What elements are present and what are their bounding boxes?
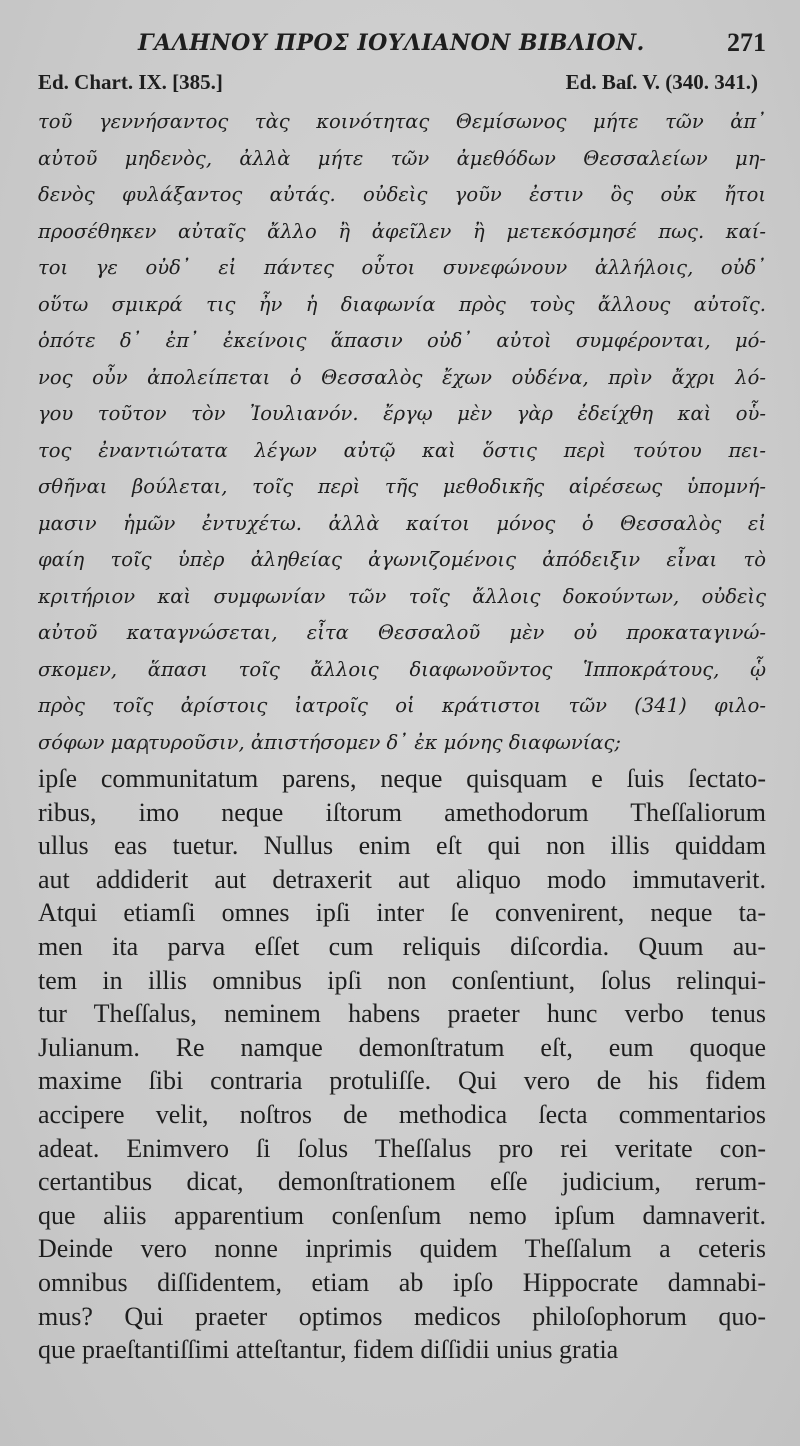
greek-line: τος ἐναντιώτατα λέγων αὐτῷ καὶ ὅστις περὶ τούτου πει- xyxy=(38,438,766,462)
latin-line: Deinde vero nonne inprimis quidem Theſſalum a ceteris xyxy=(38,1234,766,1264)
greek-line: τοῦ γεννήσαντος τὰς κοινότητας Θεμίσωνος μήτε τῶν ἀπ᾽ xyxy=(38,110,766,133)
latin-line: aut addiderit aut detraxerit aut aliquo modo immutaverit. xyxy=(38,864,766,894)
latin-line: que praeſtantiſſimi atteſtantur, fidem diſſidii unius gratia xyxy=(38,1335,619,1365)
section-divider-mark xyxy=(146,742,152,754)
greek-line: αὐτοῦ καταγνώσεται, εἶτα Θεσσαλοῦ μὲν οὐ προκαταγινώ- xyxy=(38,621,766,644)
running-title: ΓΑΛΗΝΟΥ ΠΡΟΣ ΙΟΥΛΙΑΝΟΝ ΒΙΒΛΙΟΝ. xyxy=(138,30,645,56)
edition-basel: Ed. Baſ. V. (340. 341.) xyxy=(565,70,758,94)
greek-line: οὕτω σμικρά τις ἦν ἡ διαφωνία πρὸς τοὺς ἄλλους αὐτοῖς. xyxy=(38,292,766,316)
greek-line: αὐτοῦ μηδενὸς, ἀλλὰ μήτε τῶν ἀμεθόδων Θεσσαλείων μη- xyxy=(38,146,766,170)
running-head xyxy=(38,28,766,64)
greek-line: σθῆναι βούλεται, τοῖς περὶ τῆς μεθοδικῆς αἱρέσεως ὑπομνή- xyxy=(38,475,766,498)
edition-references xyxy=(38,70,766,100)
latin-line: tem in illis omnibus ipſi non conſentiunt, ſolus relinqui- xyxy=(38,965,766,995)
greek-line: πρὸς τοῖς ἀρίστοις ἰατροῖς οἱ κράτιστοι τῶν (341) φιλο- xyxy=(38,694,766,717)
greek-line: δενὸς φυλάξαντος αὐτάς. οὐδεὶς γοῦν ἐστιν ὃς οὐκ ἤτοι xyxy=(38,183,766,206)
latin-line: men ita parva eſſet cum reliquis diſcordia. Quum au- xyxy=(38,931,766,961)
latin-line: ribus, imo neque iſtorum amethodorum Theſſaliorum xyxy=(38,797,766,827)
latin-line: certantibus dicat, demonſtrationem eſſe judicium, rerum- xyxy=(38,1167,766,1197)
greek-line: νος οὖν ἀπολείπεται ὁ Θεσσαλὸς ἔχων οὐδένα, πρὶν ἄχρι λό- xyxy=(38,365,766,389)
greek-text-block xyxy=(38,104,766,761)
latin-line: mus? Qui praeter optimos medicos philoſophorum quo- xyxy=(38,1301,766,1331)
edition-chartier: Ed. Chart. IX. [385.] xyxy=(38,70,223,94)
greek-line: σκομεν, ἅπασι τοῖς ἄλλοις διαφωνοῦντος Ἱπποκράτους, ᾧ xyxy=(38,657,766,681)
latin-line: omnibus diſſidentem, etiam ab ipſo Hippocrate damnabi- xyxy=(38,1267,766,1297)
latin-line: accipere velit, noſtros de methodica ſecta commentarios xyxy=(38,1099,766,1129)
greek-line: φαίη τοῖς ὑπὲρ ἀληθείας ἀγωνιζομένοις ἀπόδειξιν εἶναι τὸ xyxy=(38,548,766,571)
latin-line: tur Theſſalus, neminem habens praeter hunc verbo tenus xyxy=(38,999,766,1029)
latin-line: ipſe communitatum parens, neque quisquam e ſuis ſectato- xyxy=(38,764,766,793)
greek-line: κριτήριον καὶ συμφωνίαν τῶν τοῖς ἄλλοις δοκούντων, οὐδεὶς xyxy=(38,584,766,608)
latin-line: Atqui etiamſi omnes ipſi inter ſe convenirent, neque ta- xyxy=(38,898,766,928)
latin-line: Julianum. Re namque demonſtratum eſt, eum quoque xyxy=(38,1032,766,1062)
latin-line: adeat. Enimvero ſi ſolus Theſſalus pro rei veritate con- xyxy=(38,1133,766,1163)
latin-line: que aliis apparentium conſenſum nemo ipſum damnaverit. xyxy=(38,1200,766,1230)
greek-line: ὁπότε δ᾽ ἐπ᾽ ἐκείνοις ἅπασιν οὐδ᾽ αὐτοὶ συμφέρονται, μό- xyxy=(38,329,766,352)
latin-line: maxime ſibi contraria protuliſſe. Qui vero de his fidem xyxy=(38,1066,766,1096)
greek-line: γου τοῦτον τὸν Ἰουλιανόν. ἔργῳ μὲν γὰρ ἐδείχθη καὶ οὗ- xyxy=(38,402,766,425)
latin-line: ullus eas tuetur. Nullus enim eſt qui non illis quiddam xyxy=(38,831,766,861)
latin-text-block xyxy=(38,762,766,1367)
page-number: 271 xyxy=(727,28,766,57)
greek-line: τοι γε οὐδ᾽ εἰ πάντες οὗτοι συνεφώνουν ἀλλήλοις, οὐδ᾽ xyxy=(38,256,766,279)
greek-line: σόφων μαρτυροῦσιν, ἀπιστήσομεν δ᾽ ἐκ μόνης διαφωνίας; xyxy=(38,730,622,754)
greek-line: μασιν ἡμῶν ἐντυχέτω. ἀλλὰ καίτοι μόνος ὁ Θεσσαλὸς εἰ xyxy=(38,511,766,535)
greek-line: προσέθηκεν αὐταῖς ἄλλο ἢ ἀφεῖλεν ἢ μετεκόσμησέ πως. καί- xyxy=(38,219,766,243)
